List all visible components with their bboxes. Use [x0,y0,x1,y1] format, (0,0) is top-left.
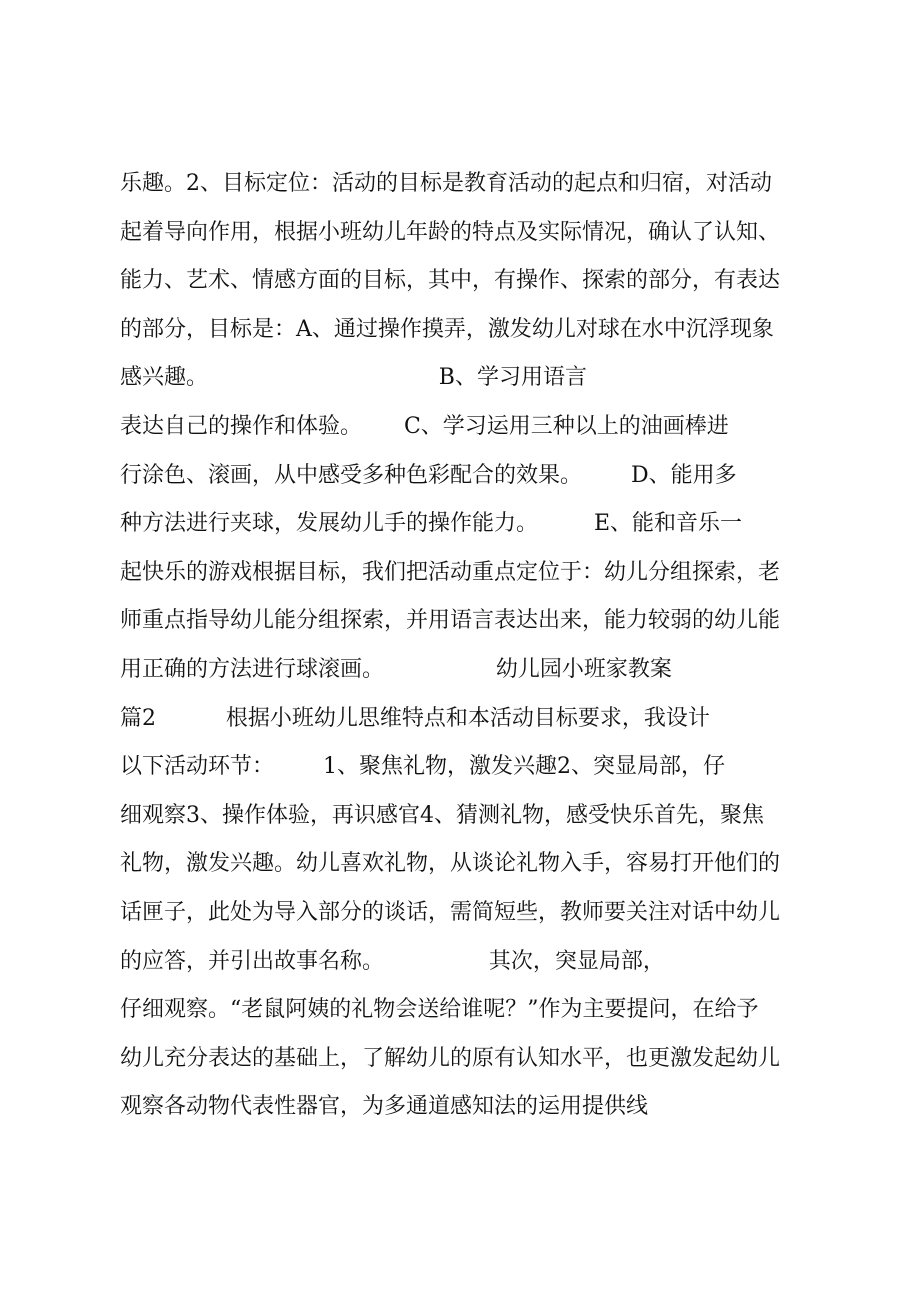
text-line: 仔细观察。“老鼠阿姨的礼物会送给谁呢？”作为主要提问，在给予 [120,997,759,1023]
text-line: 表达自己的操作和体验。 C、学习运用三种以上的油画棒进 [120,413,729,439]
text-line: 以下活动环节： 1、聚焦礼物，激发兴趣2、突显局部，仔 [120,754,725,780]
text-line: 师重点指导幼儿能分组探索，并用语言表达出来，能力较弱的幼儿能 [120,608,781,634]
text-line: 起快乐的游戏根据目标，我们把活动重点定位于：幼儿分组探索，老 [120,559,781,585]
text-line: 细观察3、操作体验，再识感官4、猜测礼物，感受快乐首先，聚焦 [120,802,764,828]
text-line: 观察各动物代表性器官，为多通道感知法的运用提供线 [120,1094,649,1120]
text-line: 礼物，激发兴趣。幼儿喜欢礼物，从谈论礼物入手，容易打开他们的 [120,851,781,877]
text-line: 用正确的方法进行球滚画。 幼儿园小班家教案 [120,656,672,682]
body-text [120,160,820,1132]
text-line: 种方法进行夹球，发展幼儿手的操作能力。 E、能和音乐一 [120,511,743,537]
text-line: 乐趣。2、目标定位：活动的目标是教育活动的起点和归宿，对活动 [120,171,772,196]
text-line: 起着导向作用，根据小班幼儿年龄的特点及实际情况，确认了认知、 [120,219,781,245]
text-line: 的应答，并引出故事名称。 其次，突显局部， [120,948,665,974]
text-line: 的部分，目标是：A、通过操作摸弄，激发幼儿对球在水中沉浮现象 [120,316,774,342]
text-line: 行涂色、滚画，从中感受多种色彩配合的效果。 D、能用多 [120,462,737,488]
text-line: 感兴趣。 B、学习用语言 [120,365,587,391]
text-line: 幼儿充分表达的基础上，了解幼儿的原有认知水平，也更激发起幼儿 [120,1045,781,1071]
text-line: 篇2 根据小班幼儿思维特点和本活动目标要求，我设计 [120,705,710,731]
text-line: 能力、艺术、情感方面的目标，其中，有操作、探索的部分，有表达 [120,268,781,294]
text-line: 话匣子，此处为导入部分的谈话，需简短些，教师要关注对话中幼儿 [120,899,781,925]
